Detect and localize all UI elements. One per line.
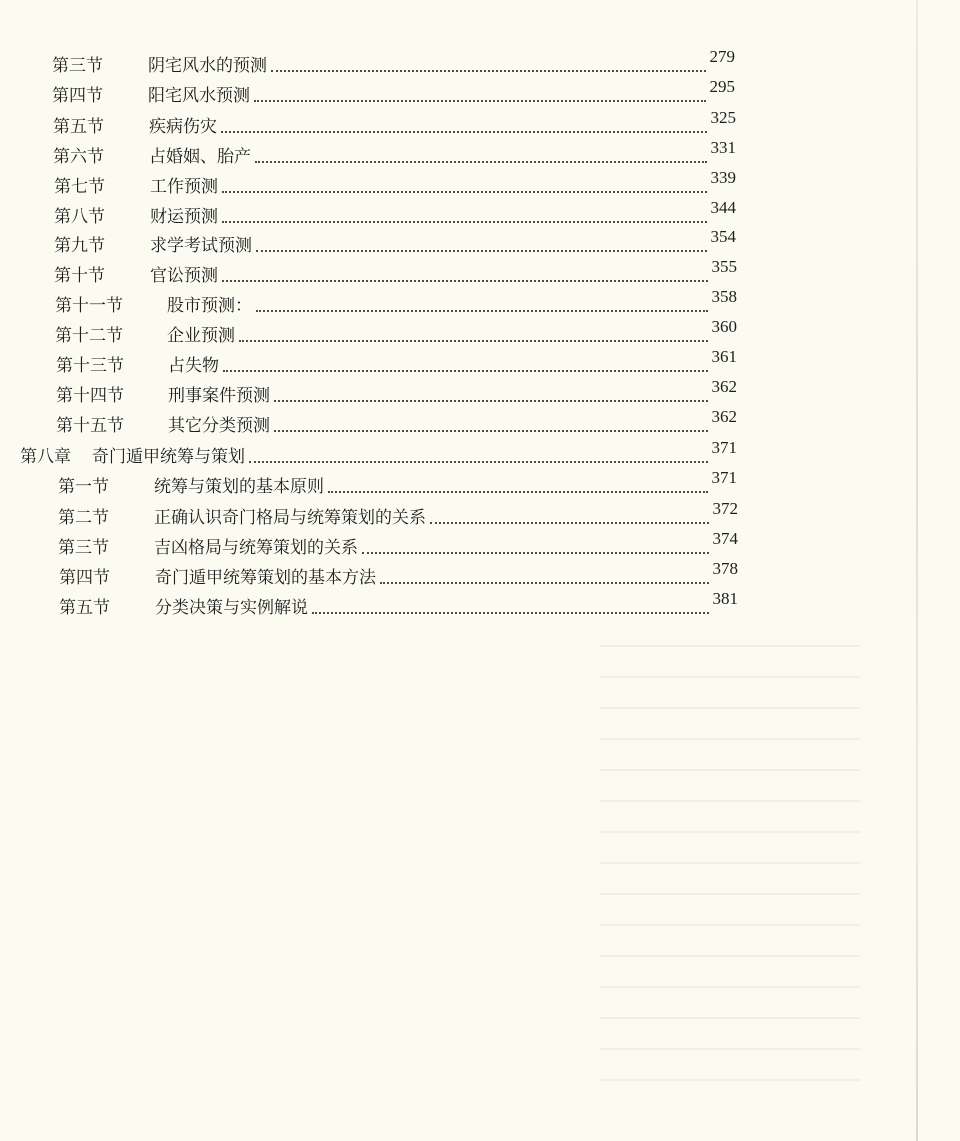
- toc-entry[interactable]: [59, 589, 738, 618]
- section-title: 求学考试预测: [150, 236, 252, 256]
- section-title: 企业预测: [167, 326, 235, 346]
- section-title: 官讼预测: [150, 266, 218, 286]
- section-title: 工作预测: [150, 177, 218, 197]
- toc-entry[interactable]: [54, 168, 736, 197]
- section-title: 分类决策与实例解说: [155, 598, 308, 618]
- page-number: 295: [709, 77, 735, 96]
- dot-leader: [254, 100, 706, 102]
- toc-entry[interactable]: [53, 108, 736, 137]
- page-number: 331: [710, 138, 736, 157]
- section-title: 统筹与策划的基本原则: [154, 477, 324, 497]
- dot-leader: [255, 161, 707, 163]
- section-number: 第十四节: [56, 386, 124, 406]
- page-number: 354: [710, 227, 736, 246]
- section-number: 第十五节: [56, 416, 124, 436]
- page-number: 355: [711, 257, 737, 276]
- section-title: 奇门遁甲统筹策划的基本方法: [155, 568, 376, 588]
- section-number: 第九节: [54, 236, 105, 256]
- section-title: 吉凶格局与统筹策划的关系: [154, 538, 358, 558]
- page-number: 360: [711, 317, 737, 336]
- section-title: 正确认识奇门格局与统筹策划的关系: [154, 508, 426, 528]
- toc-entry[interactable]: [58, 499, 738, 528]
- toc-entry[interactable]: [53, 138, 736, 167]
- dot-leader: [271, 70, 706, 72]
- section-number: 第四节: [52, 86, 103, 106]
- section-title: 财运预测: [150, 207, 218, 227]
- toc-entry[interactable]: [54, 257, 737, 286]
- section-number: 第五节: [59, 598, 110, 618]
- section-title: 刑事案件预测: [168, 386, 270, 406]
- section-title: 阴宅风水的预测: [148, 56, 267, 76]
- section-number: 第二节: [58, 508, 109, 528]
- section-title: 股市预测：: [167, 296, 252, 316]
- page-number: 279: [709, 47, 735, 66]
- page-number: 372: [712, 499, 738, 518]
- dot-leader: [274, 430, 708, 432]
- section-number: 第十一节: [55, 296, 123, 316]
- toc-entry[interactable]: [56, 407, 737, 436]
- dot-leader: [222, 280, 708, 282]
- toc-entry[interactable]: [52, 77, 735, 106]
- dot-leader: [221, 131, 707, 133]
- page-number: 381: [712, 589, 738, 608]
- dot-leader: [274, 400, 708, 402]
- toc-entry[interactable]: [56, 377, 737, 406]
- toc-entry[interactable]: [55, 287, 737, 316]
- page-number: 358: [711, 287, 737, 306]
- page-number: 361: [711, 347, 737, 366]
- page-number: 374: [712, 529, 738, 548]
- dot-leader: [223, 370, 708, 372]
- page-number: 371: [711, 438, 737, 457]
- section-number: 第一节: [58, 477, 109, 497]
- dot-leader: [222, 191, 707, 193]
- section-number: 第五节: [53, 117, 104, 137]
- chapter-number: 第八章: [20, 447, 71, 467]
- section-number: 第三节: [52, 56, 103, 76]
- section-number: 第三节: [58, 538, 109, 558]
- dot-leader: [362, 552, 709, 554]
- section-number: 第六节: [53, 147, 104, 167]
- dot-leader: [249, 461, 708, 463]
- dot-leader: [256, 310, 708, 312]
- section-title: 占婚姻、胎产: [149, 147, 251, 167]
- page-number: 371: [711, 468, 737, 487]
- dot-leader: [430, 522, 709, 524]
- dot-leader: [328, 491, 708, 493]
- section-number: 第十二节: [55, 326, 123, 346]
- dot-leader: [239, 340, 708, 342]
- page-number: 344: [710, 198, 736, 217]
- toc-entry[interactable]: [54, 227, 736, 256]
- toc-entry[interactable]: [58, 468, 737, 497]
- section-number: 第十三节: [56, 356, 124, 376]
- toc-entry[interactable]: [52, 47, 735, 76]
- dot-leader: [380, 582, 709, 584]
- dot-leader: [256, 250, 707, 252]
- page-number: 339: [710, 168, 736, 187]
- toc-entry[interactable]: [59, 559, 738, 588]
- dot-leader: [312, 612, 709, 614]
- section-title: 其它分类预测: [168, 416, 270, 436]
- page-number: 378: [712, 559, 738, 578]
- section-title: 阳宅风水预测: [148, 86, 250, 106]
- section-number: 第四节: [59, 568, 110, 588]
- section-number: 第十节: [54, 266, 105, 286]
- section-title: 占失物: [168, 356, 219, 376]
- page-number: 362: [711, 407, 737, 426]
- page-number: 362: [711, 377, 737, 396]
- chapter-title: 奇门遁甲统筹与策划: [92, 447, 245, 467]
- section-title: 疾病伤灾: [149, 117, 217, 137]
- page-number: 325: [710, 108, 736, 127]
- toc-entry[interactable]: [56, 347, 737, 376]
- dot-leader: [222, 221, 707, 223]
- toc-entry[interactable]: [54, 198, 736, 227]
- toc-entry[interactable]: [55, 317, 737, 346]
- section-number: 第八节: [54, 207, 105, 227]
- chapter-entry[interactable]: [20, 438, 737, 467]
- toc-entry[interactable]: [58, 529, 738, 558]
- section-number: 第七节: [54, 177, 105, 197]
